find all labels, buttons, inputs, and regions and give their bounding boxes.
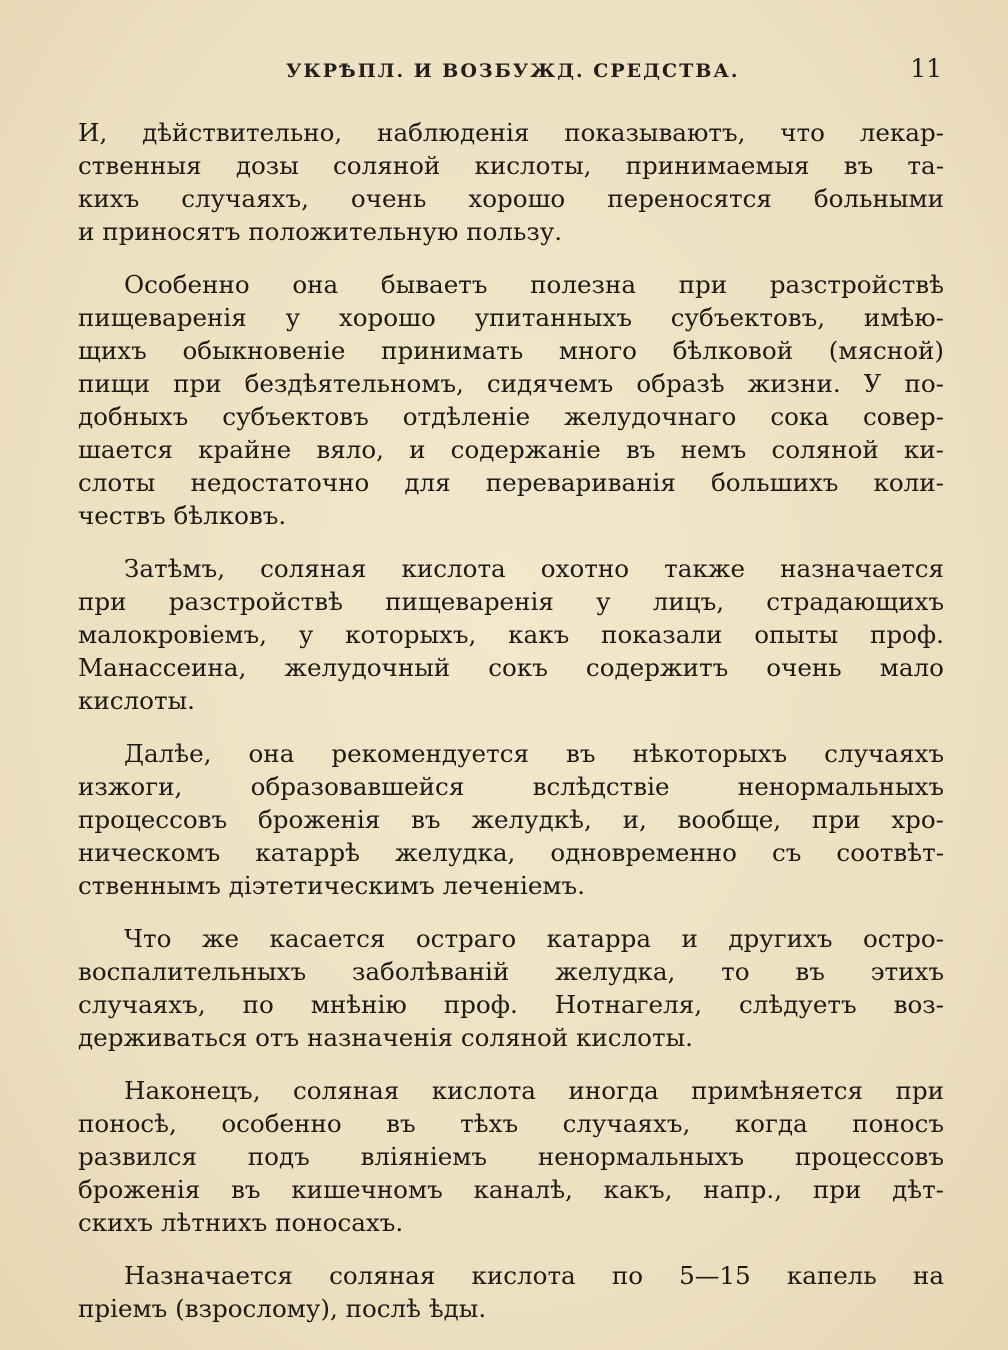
text-line: случаяхъ, по мнѣнію проф. Нотнагеля, слѣдуетъ воз- (78, 990, 944, 1019)
text-line: ственнымъ діэтетическимъ леченіемъ. (78, 871, 586, 900)
text-line: чествъ бѣлковъ. (78, 501, 287, 530)
paragraph (78, 1074, 944, 1239)
text-line: изжоги, образовавшейся вслѣдствіе ненормальныхъ (78, 772, 944, 801)
paragraph (78, 922, 944, 1054)
running-title: УКРѢПЛ. И ВОЗБУЖД. СРЕДСТВА. (286, 60, 740, 82)
paragraph (78, 116, 944, 248)
text-line: малокровіемъ, у которыхъ, какъ показали опыты проф. (78, 620, 944, 649)
text-line: пищеваренія у хорошо упитанныхъ субъектовъ, имѣю- (78, 303, 944, 332)
text-line: держиваться отъ назначенія соляной кислоты. (78, 1023, 693, 1052)
running-header (78, 50, 944, 96)
paragraph (78, 268, 944, 532)
text-line: скихъ лѣтнихъ поносахъ. (78, 1208, 404, 1237)
text-line: И, дѣйствительно, наблюденія показываютъ, что лекар- (78, 118, 944, 147)
book-page (78, 50, 944, 1330)
text-line: щихъ обыкновеніе принимать много бѣлковой (мясной) (78, 336, 944, 365)
text-line: Особенно она бываетъ полезна при разстройствѣ (124, 270, 944, 299)
text-line: броженія въ кишечномъ каналѣ, какъ, напр., при дѣт- (78, 1175, 944, 1204)
text-line: кислоты. (78, 686, 195, 715)
body-text (78, 116, 944, 1325)
text-line: воспалительныхъ заболѣваній желудка, то въ этихъ (78, 957, 944, 986)
text-line: Назначается соляная кислота по 5—15 капель на (124, 1261, 944, 1290)
text-line: добныхъ субъектовъ отдѣленіе желудочнаго сока совер- (78, 402, 944, 431)
page-number: 11 (910, 54, 942, 83)
text-line: пищи при бездѣятельномъ, сидячемъ образѣ жизни. У по- (78, 369, 944, 398)
text-line: Далѣе, она рекомендуется въ нѣкоторыхъ случаяхъ (124, 739, 944, 768)
text-line: при разстройствѣ пищеваренія у лицъ, страдающихъ (78, 587, 944, 616)
paragraph (78, 737, 944, 902)
text-line: процессовъ броженія въ желудкѣ, и, вообще, при хро- (78, 805, 944, 834)
text-line: Манассеина, желудочный сокъ содержитъ очень мало (78, 653, 944, 682)
text-line: кихъ случаяхъ, очень хорошо переносятся больными (78, 184, 944, 213)
text-line: и приносятъ положительную пользу. (78, 217, 563, 246)
text-line: развился подъ вліяніемъ ненормальныхъ процессовъ (78, 1142, 944, 1171)
text-line: Наконецъ, соляная кислота иногда примѣняется при (124, 1076, 944, 1105)
text-line: пріемъ (взрослому), послѣ ѣды. (78, 1294, 487, 1323)
text-line: ническомъ катаррѣ желудка, одновременно съ соотвѣт- (78, 838, 944, 867)
paragraph (78, 1259, 944, 1325)
text-line: шается крайне вяло, и содержаніе въ немъ соляной ки- (78, 435, 944, 464)
text-line: поносѣ, особенно въ тѣхъ случаяхъ, когда поносъ (78, 1109, 944, 1138)
text-line: Затѣмъ, соляная кислота охотно также назначается (124, 554, 944, 583)
text-line: ственныя дозы соляной кислоты, принимаемыя въ та- (78, 151, 944, 180)
paragraph (78, 552, 944, 717)
text-line: Что же касается остраго катарра и другихъ остро- (124, 924, 944, 953)
text-line: слоты недостаточно для перевариванія большихъ коли- (78, 468, 944, 497)
